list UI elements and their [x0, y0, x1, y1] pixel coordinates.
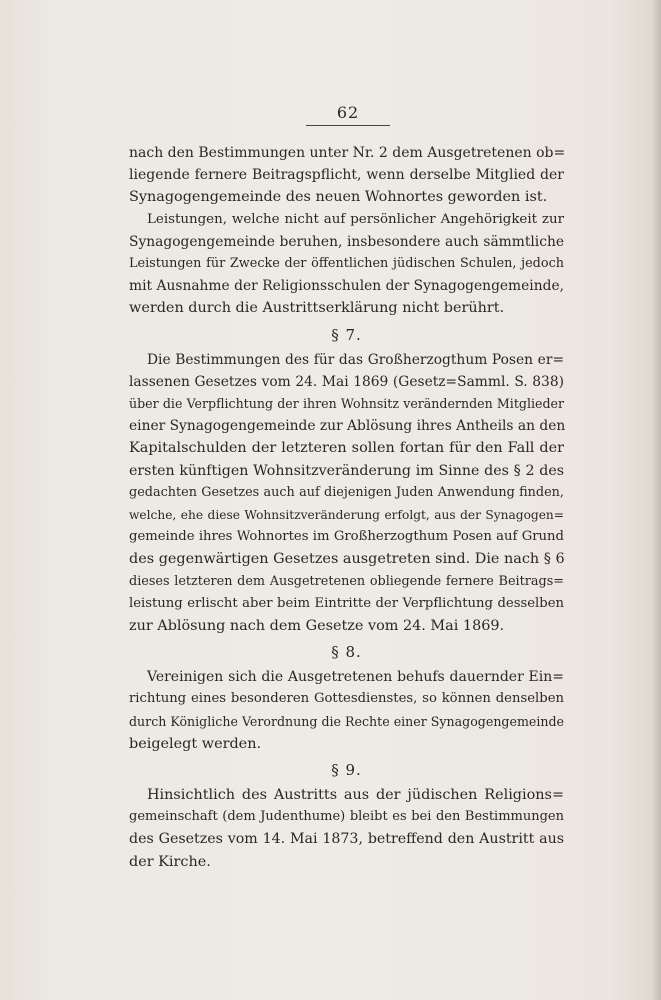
header-rule [306, 125, 390, 126]
text-line: gemeinde ihres Wohnortes im Großherzogthum Posen auf Grund [129, 529, 564, 545]
paragraph [129, 349, 564, 638]
page-edge-shadow [651, 0, 661, 1000]
text-line: Die Bestimmungen des für das Großherzogthum Posen er= [147, 351, 564, 368]
text-line: richtung eines besonderen Gottesdienstes, so können denselben [129, 691, 564, 707]
text-line: zur Ablösung nach dem Gesetze vom 24. Mai 1869. [129, 618, 505, 635]
text-line: lassenen Gesetzes vom 24. Mai 1869 (Gesetz=Samml. S. 838) [129, 373, 564, 390]
text-line: nach den Bestimmungen unter Nr. 2 dem Ausgetretenen ob= [129, 145, 566, 161]
text-line: Synagogengemeinde des neuen Wohnortes geworden ist. [129, 189, 548, 206]
text-line: welche, ehe diese Wohnsitzveränderung erfolgt, aus der Synagogen= [129, 508, 564, 523]
text-line: Leistungen für Zwecke der öffentlichen jüdischen Schulen, jedoch [129, 256, 564, 272]
text-line: Leistungen, welche nicht auf persönlicher Angehörigkeit zur [147, 211, 564, 227]
text-line: dieses letzteren dem Ausgetretenen obliegende fernere Beitrags= [129, 573, 564, 589]
text-line: gemeinschaft (dem Judenthume) bleibt es bei den Bestimmungen [129, 809, 564, 825]
text-line: einer Synagogengemeinde zur Ablösung ihres Antheils an den [129, 418, 566, 435]
text-line: der Kirche. [129, 853, 211, 870]
paragraph [129, 784, 564, 873]
text-line: Vereinigen sich die Ausgetretenen behufs dauernder Ein= [147, 669, 564, 686]
text-line: beigelegt werden. [129, 735, 262, 752]
text-line: des gegenwärtigen Gesetzes ausgetreten sind. Die nach § 6 [129, 551, 565, 568]
page-number: 62 [336, 103, 360, 122]
paragraph [129, 666, 564, 755]
section-heading: § 7. [331, 325, 362, 344]
paragraph [129, 209, 564, 320]
text-line: durch Königliche Verordnung die Rechte einer Synagogengemeinde [129, 713, 564, 729]
text-line: Hinsichtlich des Austritts aus der jüdischen Religions= [147, 787, 564, 804]
text-line: Synagogengemeinde beruhen, insbesondere auch sämmtliche [129, 233, 564, 250]
text-line: gedachten Gesetzes auch auf diejenigen Juden Anwendung finden, [129, 484, 564, 500]
text-line: werden durch die Austrittserklärung nicht berührt. [129, 300, 505, 317]
text-line: leistung erlischt aber beim Eintritte der Verpflichtung desselben [129, 595, 564, 611]
body-text [129, 142, 564, 873]
paragraph [129, 142, 564, 209]
text-line: über die Verpflichtung der ihren Wohnsitz verändernden Mitglieder [129, 396, 564, 412]
section-heading: § 9. [331, 761, 362, 780]
text-line: Kapitalschulden der letzteren sollen fortan für den Fall der [129, 440, 564, 457]
text-line: des Gesetzes vom 14. Mai 1873, betreffend den Austritt aus [129, 831, 564, 848]
text-line: ersten künftigen Wohnsitzveränderung im Sinne des § 2 des [129, 462, 564, 479]
section-heading: § 8. [331, 643, 362, 662]
text-line: liegende fernere Beitragspflicht, wenn derselbe Mitglied der [129, 167, 564, 184]
text-line: mit Ausnahme der Religionsschulen der Synagogengemeinde, [129, 278, 564, 295]
